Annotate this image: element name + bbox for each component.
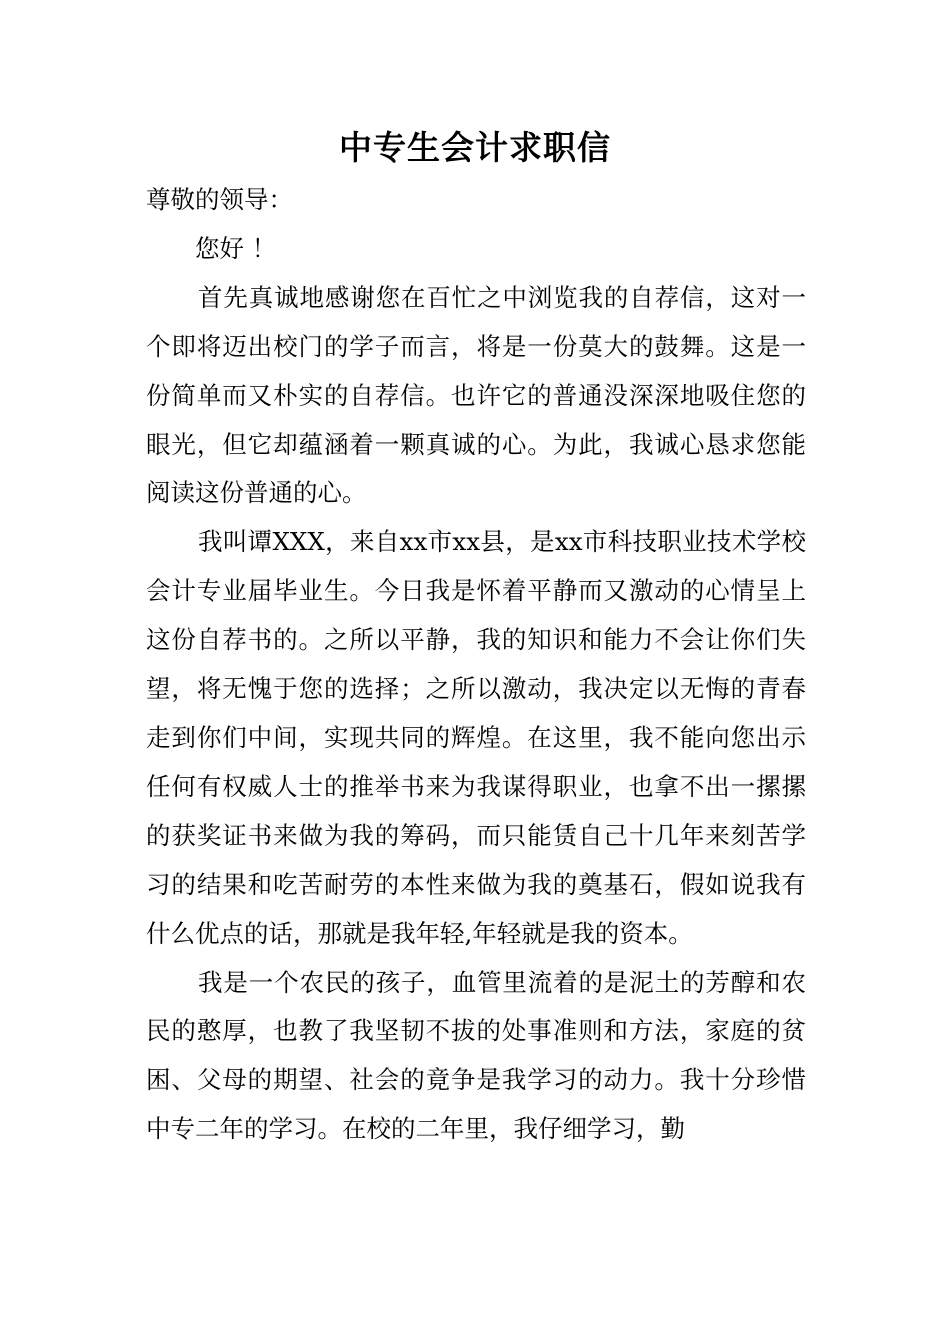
document-title: 中专生会计求职信 <box>339 128 611 167</box>
salutation: 尊敬的领导： <box>146 185 293 214</box>
paragraph-background: 我是一个农民的孩子，血管里流着的是泥土的芳醇和农民的憨厚，也教了我坚韧不拔的处事准则和方法，家庭的贫困、父母的期望、社会的竟争是我学习的动力。我十分珍惜中专二年的学习。在校的二年里，我仔细学习，勤 <box>146 967 806 1144</box>
paragraph-intro: 首先真诚地感谢您在百忙之中浏览我的自荐信，这对一个即将迈出校门的学子而言，将是一份莫大的鼓舞。这是一份简单而又朴实的自荐信。也许它的普通没深深地吸住您的眼光，但它却蕴涵着一颗真诚的心。为此，我诚心恳求您能阅读这份普通的心。 <box>146 282 806 508</box>
paragraph-self-introduction: 我叫谭XXX，来自xx市xx县，是xx市科技职业技术学校会计专业届毕业生。今日我是怀着平静而又激动的心情呈上这份自荐书的。之所以平静，我的知识和能力不会让你们失望，将无愧于您的选择；之所以激动，我决定以无悔的青春走到你们中间，实现共同的辉煌。在这里，我不能向您出示任何有权威人士的推举书来为我谋得职业，也拿不出一摞摞的获奖证书来做为我的筹码，而只能赁自己十几年来刻苦学习的结果和吃苦耐劳的本性来做为我的奠基石，假如说我有什么优点的话，那就是我年轻,年轻就是我的资本。 <box>146 527 806 948</box>
letter-body <box>146 176 806 1154</box>
greeting: 您好 ！ <box>195 233 277 263</box>
